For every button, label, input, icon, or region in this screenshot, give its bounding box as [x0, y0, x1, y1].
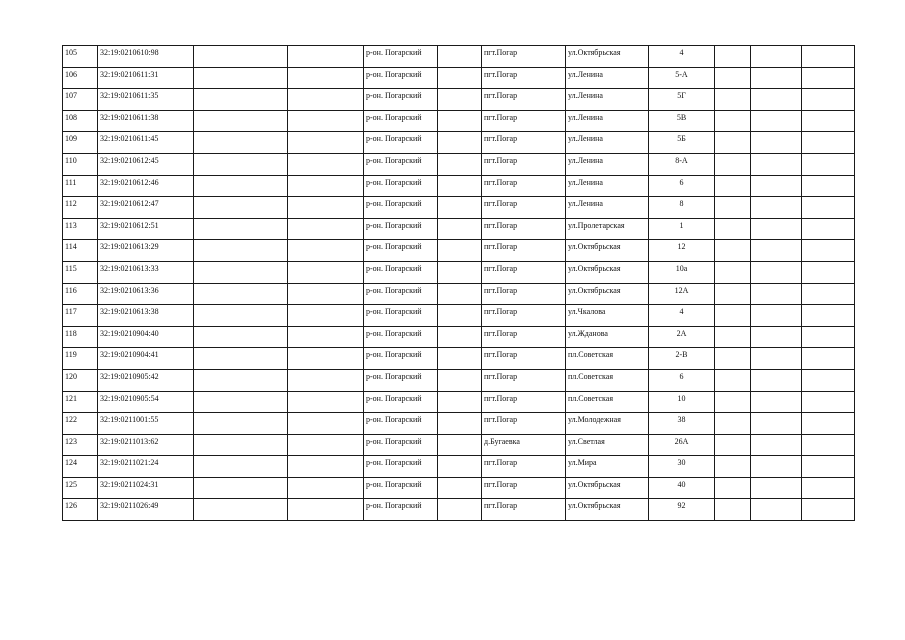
empty-cell [715, 67, 751, 89]
empty-cell [751, 218, 802, 240]
district-cell: р-он. Погарский [364, 89, 438, 111]
table-row [63, 283, 855, 305]
house-number-cell: 30 [649, 456, 715, 478]
row-number-cell: 109 [63, 132, 98, 154]
empty-cell [194, 132, 288, 154]
cadastral-number-cell: 32:19:0211026:49 [98, 499, 194, 521]
empty-cell [715, 240, 751, 262]
empty-cell [194, 434, 288, 456]
empty-cell [194, 67, 288, 89]
house-number-cell: 6 [649, 175, 715, 197]
empty-cell [751, 413, 802, 435]
cadastral-number-cell: 32:19:0210612:46 [98, 175, 194, 197]
street-cell: ул.Ленина [566, 110, 649, 132]
empty-cell [288, 348, 364, 370]
empty-cell [802, 153, 855, 175]
street-cell: ул.Октябрьская [566, 240, 649, 262]
empty-cell [715, 477, 751, 499]
empty-cell [751, 46, 802, 68]
empty-cell [288, 132, 364, 154]
empty-cell [438, 197, 482, 219]
empty-cell [194, 283, 288, 305]
house-number-cell: 5В [649, 110, 715, 132]
house-number-cell: 12 [649, 240, 715, 262]
row-number-cell: 118 [63, 326, 98, 348]
street-cell: ул.Ленина [566, 89, 649, 111]
settlement-cell: пгт.Погар [482, 456, 566, 478]
empty-cell [288, 175, 364, 197]
empty-cell [751, 197, 802, 219]
table-row [63, 197, 855, 219]
empty-cell [802, 218, 855, 240]
street-cell: ул.Мира [566, 456, 649, 478]
house-number-cell: 10 [649, 391, 715, 413]
table-row [63, 153, 855, 175]
empty-cell [194, 175, 288, 197]
house-number-cell: 92 [649, 499, 715, 521]
street-cell: ул.Октябрьская [566, 499, 649, 521]
row-number-cell: 119 [63, 348, 98, 370]
table-row [63, 456, 855, 478]
row-number-cell: 113 [63, 218, 98, 240]
empty-cell [751, 175, 802, 197]
district-cell: р-он. Погарский [364, 348, 438, 370]
empty-cell [288, 283, 364, 305]
table-row [63, 110, 855, 132]
cadastral-number-cell: 32:19:0211001:55 [98, 413, 194, 435]
district-cell: р-он. Погарский [364, 305, 438, 327]
empty-cell [194, 305, 288, 327]
empty-cell [751, 434, 802, 456]
empty-cell [715, 391, 751, 413]
district-cell: р-он. Погарский [364, 175, 438, 197]
street-cell: ул.Ленина [566, 132, 649, 154]
row-number-cell: 107 [63, 89, 98, 111]
table-row [63, 67, 855, 89]
cadastral-number-cell: 32:19:0211021:24 [98, 456, 194, 478]
settlement-cell: пгт.Погар [482, 218, 566, 240]
empty-cell [802, 132, 855, 154]
table-body [63, 46, 855, 521]
row-number-cell: 125 [63, 477, 98, 499]
settlement-cell: пгт.Погар [482, 391, 566, 413]
row-number-cell: 115 [63, 261, 98, 283]
house-number-cell: 5Г [649, 89, 715, 111]
row-number-cell: 108 [63, 110, 98, 132]
cadastral-number-cell: 32:19:0210612:45 [98, 153, 194, 175]
district-cell: р-он. Погарский [364, 434, 438, 456]
cadastral-number-cell: 32:19:0210613:38 [98, 305, 194, 327]
row-number-cell: 123 [63, 434, 98, 456]
settlement-cell: пгт.Погар [482, 326, 566, 348]
empty-cell [194, 413, 288, 435]
empty-cell [715, 261, 751, 283]
house-number-cell: 10а [649, 261, 715, 283]
cadastral-number-cell: 32:19:0210613:29 [98, 240, 194, 262]
empty-cell [438, 413, 482, 435]
empty-cell [802, 261, 855, 283]
district-cell: р-он. Погарский [364, 413, 438, 435]
district-cell: р-он. Погарский [364, 261, 438, 283]
empty-cell [715, 110, 751, 132]
settlement-cell: пгт.Погар [482, 67, 566, 89]
empty-cell [751, 240, 802, 262]
settlement-cell: пгт.Погар [482, 477, 566, 499]
table-row [63, 175, 855, 197]
cadastral-number-cell: 32:19:0210610:98 [98, 46, 194, 68]
cadastral-number-cell: 32:19:0210611:45 [98, 132, 194, 154]
empty-cell [715, 175, 751, 197]
settlement-cell: пгт.Погар [482, 261, 566, 283]
empty-cell [438, 369, 482, 391]
district-cell: р-он. Погарский [364, 456, 438, 478]
settlement-cell: пгт.Погар [482, 175, 566, 197]
empty-cell [438, 218, 482, 240]
empty-cell [438, 46, 482, 68]
street-cell: ул.Ленина [566, 175, 649, 197]
empty-cell [438, 153, 482, 175]
row-number-cell: 114 [63, 240, 98, 262]
house-number-cell: 38 [649, 413, 715, 435]
empty-cell [288, 261, 364, 283]
empty-cell [802, 197, 855, 219]
empty-cell [802, 67, 855, 89]
empty-cell [751, 326, 802, 348]
empty-cell [751, 499, 802, 521]
district-cell: р-он. Погарский [364, 132, 438, 154]
empty-cell [751, 132, 802, 154]
cadastral-number-cell: 32:19:0210904:40 [98, 326, 194, 348]
empty-cell [802, 46, 855, 68]
empty-cell [715, 434, 751, 456]
empty-cell [715, 348, 751, 370]
empty-cell [751, 369, 802, 391]
empty-cell [751, 67, 802, 89]
street-cell: ул.Ленина [566, 67, 649, 89]
cadastral-number-cell: 32:19:0210612:51 [98, 218, 194, 240]
district-cell: р-он. Погарский [364, 46, 438, 68]
empty-cell [288, 218, 364, 240]
table-row [63, 391, 855, 413]
empty-cell [715, 305, 751, 327]
table-row [63, 499, 855, 521]
empty-cell [438, 132, 482, 154]
house-number-cell: 4 [649, 305, 715, 327]
cadastral-number-cell: 32:19:0211024:31 [98, 477, 194, 499]
street-cell: ул.Пролетарская [566, 218, 649, 240]
house-number-cell: 4 [649, 46, 715, 68]
empty-cell [802, 110, 855, 132]
empty-cell [288, 305, 364, 327]
empty-cell [194, 477, 288, 499]
cadastral-number-cell: 32:19:0210905:42 [98, 369, 194, 391]
table-row [63, 218, 855, 240]
row-number-cell: 122 [63, 413, 98, 435]
house-number-cell: 12А [649, 283, 715, 305]
empty-cell [802, 434, 855, 456]
settlement-cell: пгт.Погар [482, 499, 566, 521]
empty-cell [288, 240, 364, 262]
empty-cell [438, 175, 482, 197]
cadastral-number-cell: 32:19:0211013:62 [98, 434, 194, 456]
table-row [63, 326, 855, 348]
empty-cell [715, 283, 751, 305]
street-cell: пл.Советская [566, 391, 649, 413]
empty-cell [288, 413, 364, 435]
empty-cell [751, 89, 802, 111]
settlement-cell: пгт.Погар [482, 197, 566, 219]
table-row [63, 240, 855, 262]
settlement-cell: пгт.Погар [482, 240, 566, 262]
row-number-cell: 110 [63, 153, 98, 175]
empty-cell [802, 348, 855, 370]
house-number-cell: 8 [649, 197, 715, 219]
empty-cell [715, 218, 751, 240]
table-row [63, 369, 855, 391]
empty-cell [802, 369, 855, 391]
empty-cell [751, 110, 802, 132]
row-number-cell: 116 [63, 283, 98, 305]
empty-cell [288, 153, 364, 175]
settlement-cell: пгт.Погар [482, 283, 566, 305]
district-cell: р-он. Погарский [364, 369, 438, 391]
empty-cell [802, 305, 855, 327]
house-number-cell: 40 [649, 477, 715, 499]
empty-cell [288, 110, 364, 132]
empty-cell [288, 391, 364, 413]
settlement-cell: пгт.Погар [482, 153, 566, 175]
table-row [63, 46, 855, 68]
district-cell: р-он. Погарский [364, 283, 438, 305]
settlement-cell: пгт.Погар [482, 413, 566, 435]
empty-cell [288, 46, 364, 68]
district-cell: р-он. Погарский [364, 67, 438, 89]
cadastral-number-cell: 32:19:0210611:31 [98, 67, 194, 89]
empty-cell [715, 132, 751, 154]
empty-cell [288, 369, 364, 391]
empty-cell [438, 456, 482, 478]
district-cell: р-он. Погарский [364, 391, 438, 413]
table-row [63, 434, 855, 456]
settlement-cell: д.Бугаевка [482, 434, 566, 456]
empty-cell [715, 369, 751, 391]
empty-cell [194, 261, 288, 283]
empty-cell [194, 456, 288, 478]
district-cell: р-он. Погарский [364, 218, 438, 240]
empty-cell [438, 240, 482, 262]
empty-cell [438, 305, 482, 327]
empty-cell [438, 326, 482, 348]
empty-cell [194, 499, 288, 521]
settlement-cell: пгт.Погар [482, 348, 566, 370]
street-cell: ул.Жданова [566, 326, 649, 348]
empty-cell [194, 197, 288, 219]
street-cell: ул.Чкалова [566, 305, 649, 327]
empty-cell [194, 218, 288, 240]
settlement-cell: пгт.Погар [482, 132, 566, 154]
empty-cell [802, 391, 855, 413]
cadastral-number-cell: 32:19:0210613:36 [98, 283, 194, 305]
empty-cell [802, 477, 855, 499]
empty-cell [194, 391, 288, 413]
district-cell: р-он. Погарский [364, 197, 438, 219]
row-number-cell: 126 [63, 499, 98, 521]
house-number-cell: 2А [649, 326, 715, 348]
street-cell: ул.Ленина [566, 197, 649, 219]
empty-cell [438, 89, 482, 111]
cadastral-number-cell: 32:19:0210904:41 [98, 348, 194, 370]
empty-cell [438, 67, 482, 89]
house-number-cell: 5-А [649, 67, 715, 89]
row-number-cell: 105 [63, 46, 98, 68]
empty-cell [751, 283, 802, 305]
row-number-cell: 112 [63, 197, 98, 219]
empty-cell [438, 477, 482, 499]
row-number-cell: 124 [63, 456, 98, 478]
empty-cell [438, 261, 482, 283]
house-number-cell: 1 [649, 218, 715, 240]
empty-cell [438, 283, 482, 305]
street-cell: ул.Октябрьская [566, 261, 649, 283]
cadastral-number-cell: 32:19:0210612:47 [98, 197, 194, 219]
district-cell: р-он. Погарский [364, 499, 438, 521]
street-cell: ул.Светлая [566, 434, 649, 456]
table-row [63, 413, 855, 435]
empty-cell [288, 434, 364, 456]
empty-cell [288, 67, 364, 89]
cadastral-number-cell: 32:19:0210905:54 [98, 391, 194, 413]
district-cell: р-он. Погарский [364, 110, 438, 132]
empty-cell [715, 46, 751, 68]
empty-cell [288, 326, 364, 348]
empty-cell [802, 413, 855, 435]
empty-cell [802, 175, 855, 197]
empty-cell [751, 261, 802, 283]
empty-cell [288, 89, 364, 111]
empty-cell [802, 89, 855, 111]
empty-cell [715, 413, 751, 435]
table-row [63, 89, 855, 111]
street-cell: пл.Советская [566, 348, 649, 370]
empty-cell [751, 477, 802, 499]
empty-cell [194, 46, 288, 68]
street-cell: ул.Ленина [566, 153, 649, 175]
empty-cell [194, 326, 288, 348]
row-number-cell: 121 [63, 391, 98, 413]
cadastral-number-cell: 32:19:0210611:38 [98, 110, 194, 132]
empty-cell [715, 153, 751, 175]
settlement-cell: пгт.Погар [482, 89, 566, 111]
empty-cell [751, 456, 802, 478]
cadastral-number-cell: 32:19:0210611:35 [98, 89, 194, 111]
property-registry-table [62, 45, 855, 521]
table-row [63, 261, 855, 283]
empty-cell [288, 456, 364, 478]
house-number-cell: 2-В [649, 348, 715, 370]
empty-cell [194, 348, 288, 370]
district-cell: р-он. Погарский [364, 477, 438, 499]
row-number-cell: 111 [63, 175, 98, 197]
empty-cell [751, 305, 802, 327]
row-number-cell: 117 [63, 305, 98, 327]
settlement-cell: пгт.Погар [482, 46, 566, 68]
empty-cell [802, 283, 855, 305]
street-cell: ул.Октябрьская [566, 477, 649, 499]
empty-cell [802, 326, 855, 348]
row-number-cell: 106 [63, 67, 98, 89]
empty-cell [715, 456, 751, 478]
street-cell: ул.Октябрьская [566, 283, 649, 305]
house-number-cell: 5Б [649, 132, 715, 154]
empty-cell [288, 477, 364, 499]
empty-cell [194, 153, 288, 175]
settlement-cell: пгт.Погар [482, 369, 566, 391]
settlement-cell: пгт.Погар [482, 110, 566, 132]
empty-cell [194, 369, 288, 391]
house-number-cell: 26А [649, 434, 715, 456]
table-row [63, 305, 855, 327]
empty-cell [802, 240, 855, 262]
empty-cell [438, 391, 482, 413]
cadastral-number-cell: 32:19:0210613:33 [98, 261, 194, 283]
house-number-cell: 8-А [649, 153, 715, 175]
street-cell: пл.Советская [566, 369, 649, 391]
empty-cell [288, 197, 364, 219]
empty-cell [715, 89, 751, 111]
street-cell: ул.Молодежная [566, 413, 649, 435]
table-row [63, 132, 855, 154]
district-cell: р-он. Погарский [364, 240, 438, 262]
empty-cell [288, 499, 364, 521]
empty-cell [715, 197, 751, 219]
table-row [63, 348, 855, 370]
settlement-cell: пгт.Погар [482, 305, 566, 327]
empty-cell [751, 391, 802, 413]
table-row [63, 477, 855, 499]
empty-cell [194, 240, 288, 262]
empty-cell [194, 89, 288, 111]
empty-cell [751, 348, 802, 370]
empty-cell [194, 110, 288, 132]
empty-cell [438, 499, 482, 521]
district-cell: р-он. Погарский [364, 153, 438, 175]
empty-cell [715, 499, 751, 521]
empty-cell [715, 326, 751, 348]
street-cell: ул.Октябрьская [566, 46, 649, 68]
empty-cell [438, 434, 482, 456]
empty-cell [802, 499, 855, 521]
empty-cell [802, 456, 855, 478]
district-cell: р-он. Погарский [364, 326, 438, 348]
row-number-cell: 120 [63, 369, 98, 391]
empty-cell [438, 348, 482, 370]
empty-cell [438, 110, 482, 132]
house-number-cell: 6 [649, 369, 715, 391]
empty-cell [751, 153, 802, 175]
